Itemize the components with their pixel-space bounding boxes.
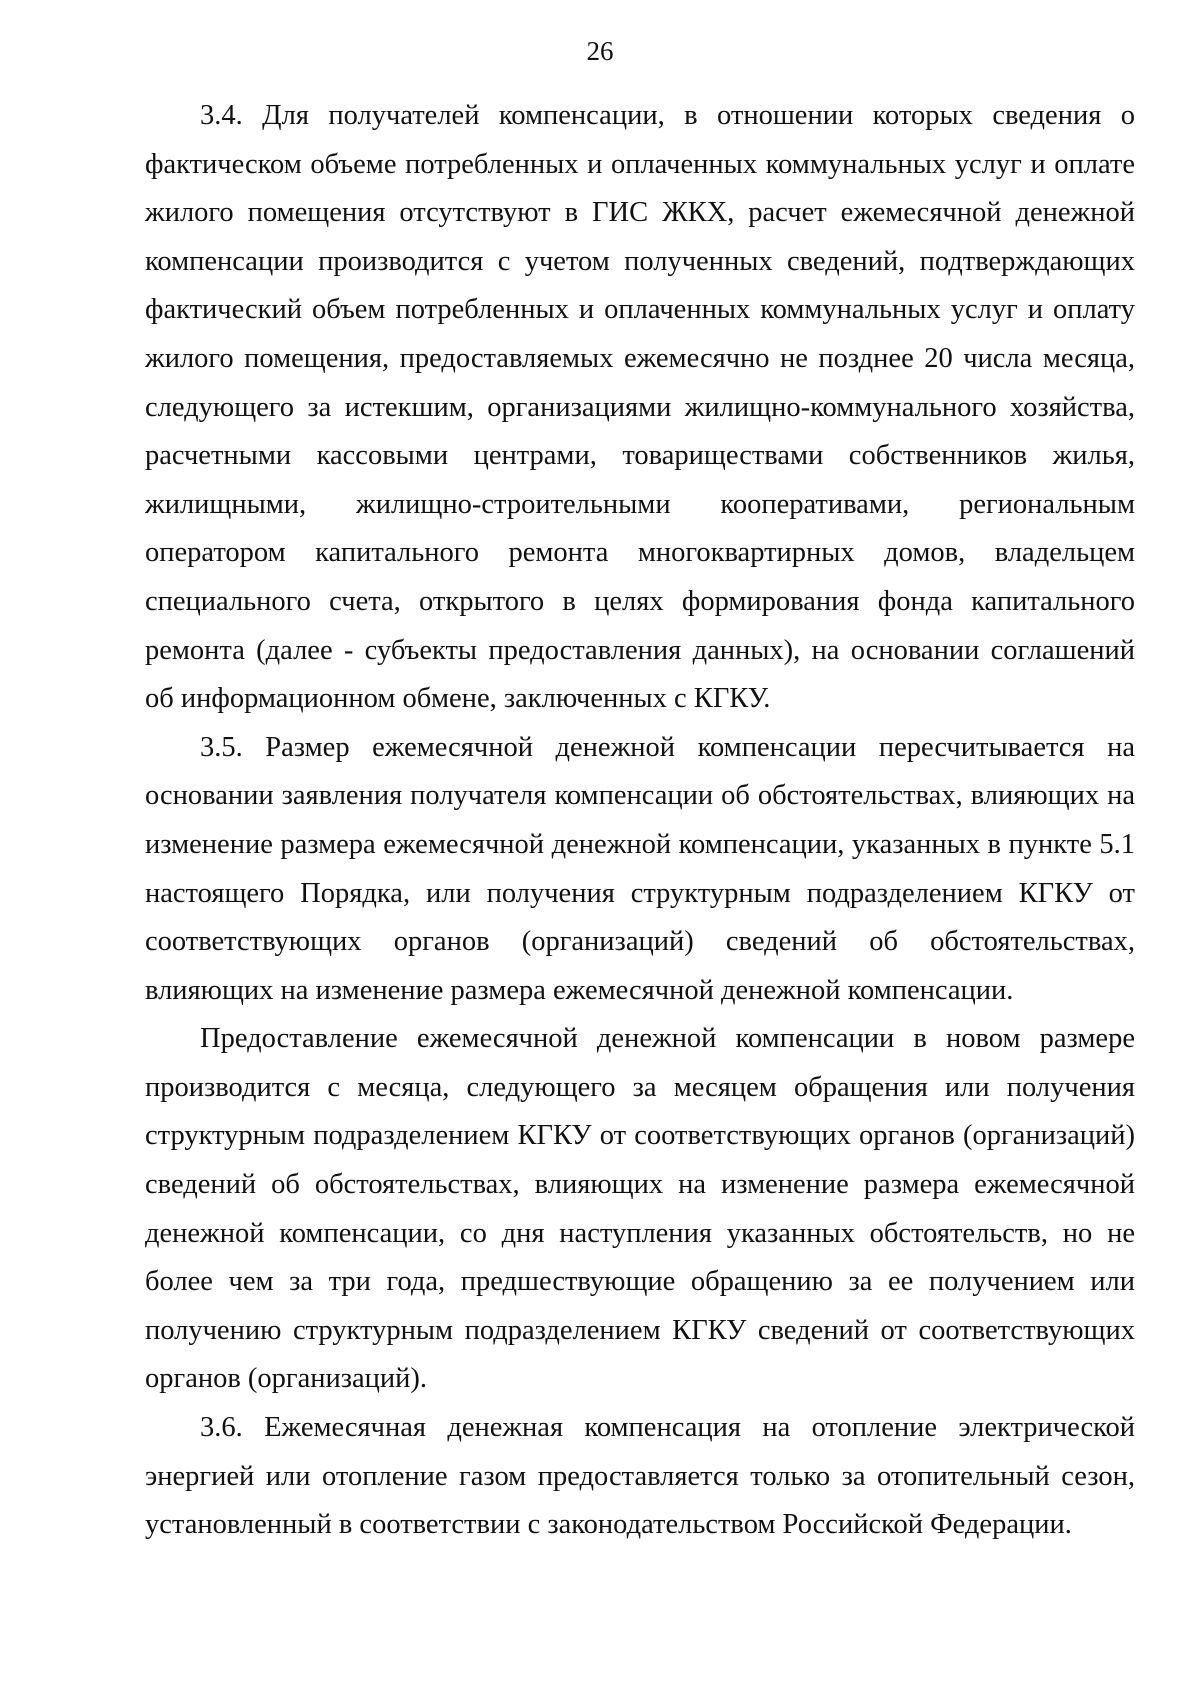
paragraph-3-5: 3.5. Размер ежемесячной денежной компенсации пересчитывается на основании заявления получателя компенсации об обстоятельствах, влияющих на изменение размера ежемесячной денежной компенсации, указанных в пункте 5.1 настоящего Порядка, или получения структурным подразделением КГКУ от соответствующих органов (организаций) сведений об обстоятельствах, влияющих на изменение размера ежемесячной денежной компенсации.: [145, 731, 1135, 1006]
paragraph-3-6: 3.6. Ежемесячная денежная компенсация на отопление электрической энергией или отопление газом предоставляется только за отопительный сезон, установленный в соответствии с законодательством Российской Федерации.: [145, 1412, 1135, 1541]
page-number: 26: [586, 36, 614, 66]
paragraph-new-size-provision: Предоставление ежемесячной денежной компенсации в новом размере производится с месяца, следующего за месяцем обращения или получения структурным подразделением КГКУ от соответствующих органов (организаций) сведений об обстоятельствах, влияющих на изменение размера ежемесячной денежной компенсации, со дня наступления указанных обстоятельств, но не более чем за три года, предшествующие обращению за ее получением или получению структурным подразделением КГКУ сведений от соответствующих органов (организаций).: [145, 1023, 1135, 1395]
document-body: [145, 92, 1135, 1550]
paragraph-3-4: 3.4. Для получателей компенсации, в отношении которых сведения о фактическом объеме потребленных и оплаченных коммунальных услуг и оплате жилого помещения отсутствуют в ГИС ЖКХ, расчет ежемесячной денежной компенсации производится с учетом полученных сведений, подтверждающих фактический объем потребленных и оплаченных коммунальных услуг и оплату жилого помещения, предоставляемых ежемесячно не позднее 20 числа месяца, следующего за истекшим, организациями жилищно-коммунального хозяйства, расчетными кассовыми центрами, товариществами собственников жилья, жилищными, жилищно-строительными кооперативами, региональным оператором капитального ремонта многоквартирных домов, владельцем специального счета, открытого в целях формирования фонда капитального ремонта (далее - субъекты предоставления данных), на основании соглашений об информационном обмене, заключенных с КГКУ.: [145, 100, 1135, 715]
